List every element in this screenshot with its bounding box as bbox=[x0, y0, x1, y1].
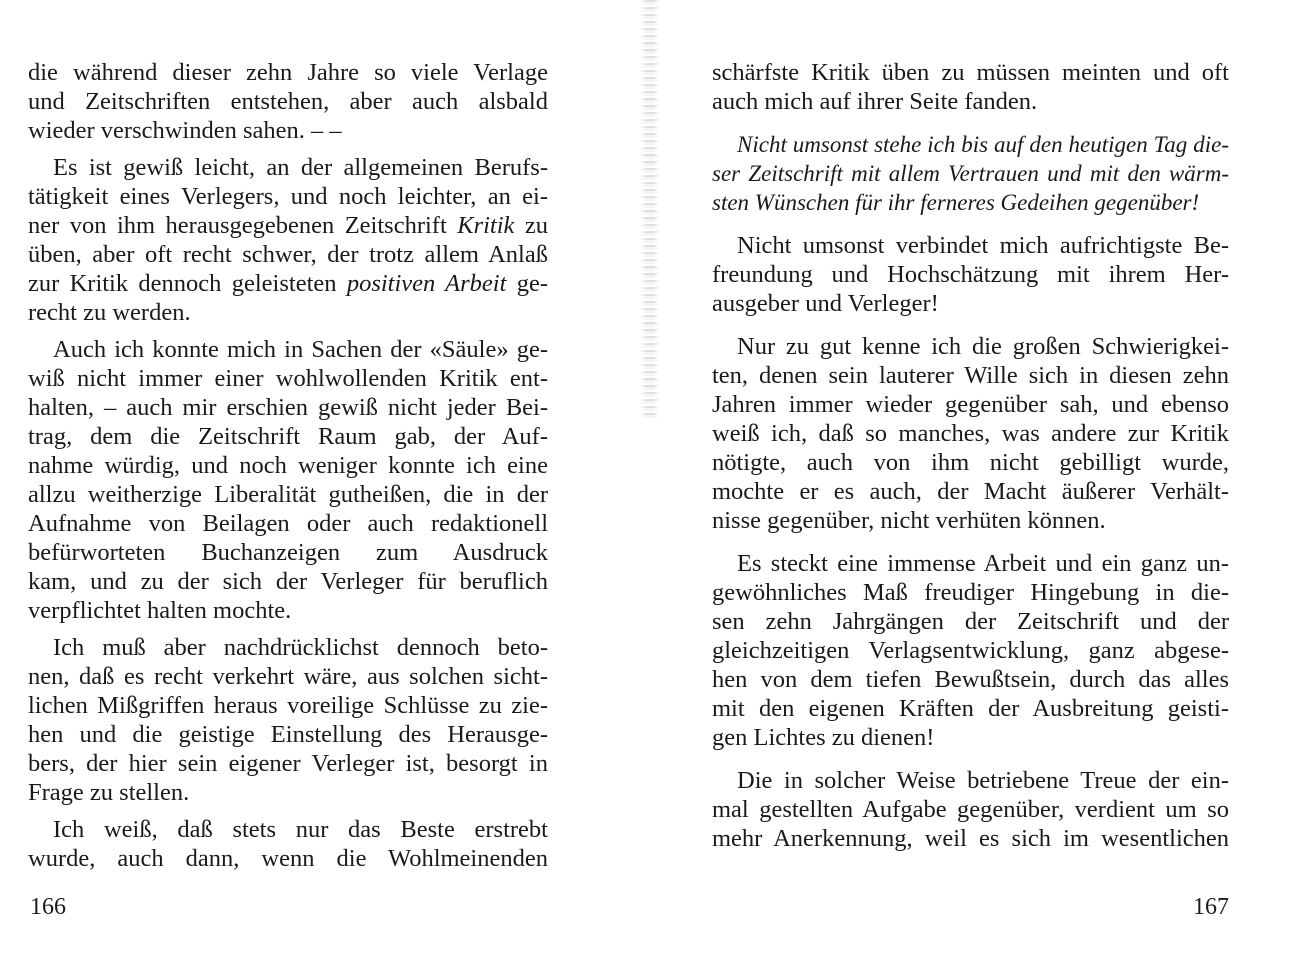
italic-term: positiven Arbeit bbox=[346, 270, 507, 297]
text-line: gen Lichtes zu dienen! bbox=[712, 724, 935, 751]
text-line: halten, – auch mir erschien gewiß nicht jeder Bei- bbox=[28, 394, 548, 421]
text-line: Es steckt eine immense Arbeit und ein ganz un- bbox=[737, 550, 1229, 577]
text-line: mal gestellten Aufgabe gegenüber, verdient um so bbox=[712, 796, 1229, 823]
text-line: kam, und zu der sich der Verleger für beruflich bbox=[28, 568, 548, 595]
italic-paragraph bbox=[712, 130, 1229, 217]
text-line: Nicht umsonst verbindet mich aufrichtigste Be- bbox=[737, 232, 1229, 259]
paragraph bbox=[28, 58, 548, 145]
text-line: gleichzeitigen Verlagsentwicklung, ganz abgese- bbox=[712, 637, 1229, 664]
text-line: recht zu werden. bbox=[28, 299, 191, 326]
paragraph bbox=[28, 633, 548, 807]
text-line: Es ist gewiß leicht, an der allgemeinen Berufs- bbox=[53, 154, 548, 181]
text-line: Nicht umsonst stehe ich bis auf den heutigen Tag die- bbox=[737, 132, 1229, 157]
text-line: die während dieser zehn Jahre so viele Verlage bbox=[28, 59, 548, 86]
text-line: hen von dem tiefen Bewußtsein, durch das alles bbox=[712, 666, 1229, 693]
paragraph bbox=[712, 58, 1229, 116]
text-line bbox=[28, 211, 548, 240]
text-line: Jahren immer wieder gegenüber sah, und ebenso bbox=[712, 391, 1229, 418]
paragraph bbox=[712, 231, 1229, 318]
text-run: ner von ihm herausgegebenen Zeitschrift bbox=[28, 212, 458, 239]
text-line: Die in solcher Weise betriebene Treue der ein- bbox=[737, 767, 1229, 794]
text-line: Ich muß aber nachdrücklichst dennoch beto- bbox=[53, 634, 548, 661]
text-line: Nur zu gut kenne ich die großen Schwierigkei- bbox=[737, 333, 1229, 360]
text-line: Frage zu stellen. bbox=[28, 779, 190, 806]
right-page-body bbox=[712, 58, 1229, 861]
text-line: nahme würdig, und noch weniger konnte ich eine bbox=[28, 452, 548, 479]
text-line: üben, aber oft recht schwer, der trotz allem Anlaß bbox=[28, 241, 548, 268]
text-line bbox=[28, 269, 548, 298]
text-line: weiß ich, daß so manches, was andere zur Kritik bbox=[712, 420, 1229, 447]
text-line: befürworteten Buchanzeigen zum Ausdruck bbox=[28, 539, 548, 566]
text-line: sen zehn Jahrgängen der Zeitschrift und der bbox=[712, 608, 1229, 635]
text-line: nisse gegenüber, nicht verhüten können. bbox=[712, 507, 1106, 534]
text-line: mit den eigenen Kräften der Ausbreitung geisti- bbox=[712, 695, 1229, 722]
text-line: nen, daß es recht verkehrt wäre, aus solchen sicht- bbox=[28, 663, 548, 690]
italic-term: Kritik bbox=[457, 212, 515, 239]
text-line: verpflichtet halten mochte. bbox=[28, 597, 292, 624]
text-line: Aufnahme von Beilagen oder auch redaktionell bbox=[28, 510, 548, 537]
paragraph bbox=[28, 335, 548, 625]
text-run: ge- bbox=[506, 270, 548, 297]
text-line: Auch ich konnte mich in Sachen der «Säule» ge- bbox=[53, 336, 548, 363]
left-page bbox=[0, 0, 640, 956]
text-run: zu bbox=[514, 212, 548, 239]
text-line: lichen Mißgriffen heraus voreilige Schlüsse zu zie- bbox=[28, 692, 548, 719]
text-line: mehr Anerkennung, weil es sich im wesentlichen bbox=[712, 825, 1229, 852]
text-line: ausgeber und Verleger! bbox=[712, 290, 939, 317]
paragraph bbox=[712, 549, 1229, 752]
text-line: gewöhnliches Maß freudiger Hingebung in die- bbox=[712, 579, 1229, 606]
text-line: wurde, auch dann, wenn die Wohlmeinenden bbox=[28, 845, 548, 872]
text-line: allzu weitherzige Liberalität gutheißen, die in der bbox=[28, 481, 548, 508]
text-line: wiß nicht immer einer wohlwollenden Kritik ent- bbox=[28, 365, 548, 392]
text-line: mochte er es auch, der Macht äußerer Verhält- bbox=[712, 478, 1229, 505]
paragraph bbox=[28, 153, 548, 327]
left-page-body bbox=[28, 58, 548, 881]
text-line: Ich weiß, daß stets nur das Beste erstrebt bbox=[53, 816, 548, 843]
text-line: hen und die geistige Einstellung des Herausge- bbox=[28, 721, 548, 748]
text-line: trag, dem die Zeitschrift Raum gab, der Auf- bbox=[28, 423, 548, 450]
paragraph bbox=[28, 815, 548, 873]
page-number: 166 bbox=[30, 894, 66, 920]
text-line: nötigte, auch von ihm nicht gebilligt wurde, bbox=[712, 449, 1229, 476]
paragraph bbox=[712, 766, 1229, 853]
paragraph bbox=[712, 332, 1229, 535]
text-line: tätigkeit eines Verlegers, und noch leichter, an ei- bbox=[28, 183, 548, 210]
text-line: freundung und Hochschätzung mit ihrem Her- bbox=[712, 261, 1229, 288]
text-line: sten Wünschen für ihr ferneres Gedeihen gegenüber! bbox=[712, 190, 1200, 215]
page-number: 167 bbox=[1193, 894, 1229, 920]
book-gutter-shadow bbox=[640, 0, 660, 420]
text-line: ser Zeitschrift mit allem Vertrauen und mit den wärm- bbox=[712, 161, 1229, 186]
text-line: und Zeitschriften entstehen, aber auch alsbald bbox=[28, 88, 548, 115]
text-line: auch mich auf ihrer Seite fanden. bbox=[712, 88, 1038, 115]
text-line: ten, denen sein lauterer Wille sich in diesen zehn bbox=[712, 362, 1229, 389]
text-run: zur Kritik dennoch geleisteten bbox=[28, 270, 347, 297]
text-line: schärfste Kritik üben zu müssen meinten und oft bbox=[712, 59, 1229, 86]
text-line: bers, der hier sein eigener Verleger ist, besorgt in bbox=[28, 750, 548, 777]
text-line: wieder verschwinden sahen. – – bbox=[28, 117, 342, 144]
